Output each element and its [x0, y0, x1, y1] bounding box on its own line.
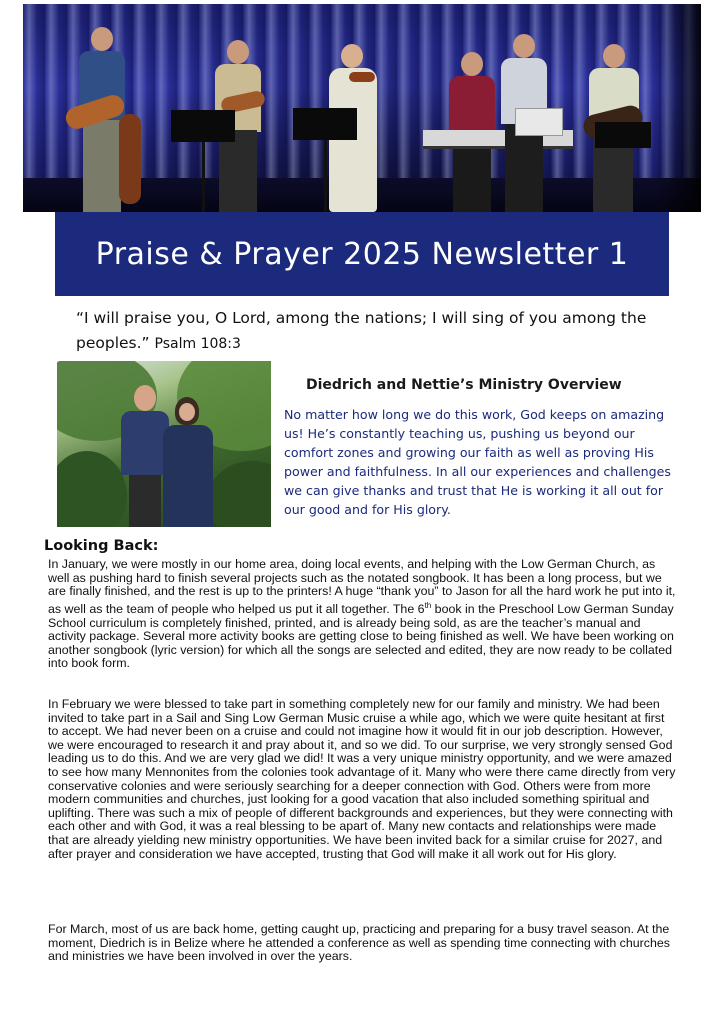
overview-title: Diedrich and Nettie’s Ministry Overview — [306, 377, 622, 393]
quote-text: “I will praise you, O Lord, among the nations; I will sing of you among the peoples.” — [76, 309, 647, 352]
superscript: th — [424, 600, 432, 610]
scripture-quote — [76, 306, 666, 357]
band-stage-photo — [23, 4, 701, 212]
paragraph-text: book in the Preschool Low German Sunday School curriculum is completely finished, printed, and is already being sold, as are the teacher’s manual and activity package. Several more activity books are getting close to being finished as well. We have been working on another songbook (lyric version) for which all the songs are selected and edited, they are now ready to be collated into book form. — [48, 601, 674, 671]
overview-body: No matter how long we do this work, God keeps on amazing us! He’s constantly teaching us, pushing us beyond our comfort zones and growing our faith as well as proving His power and faithfulness. In all our experiences and challenges we can give thanks and trust that He is working it all out for our good and for His glory. — [284, 407, 671, 517]
paragraph-february: In February we were blessed to take part in something completely new for our family and ministry. We had been invited to take part in a Sail and Sing Low German Music cruise a while ago, which we were quite hesitant at first to accept. We had never been on a cruise and could not imagine how it would fit in our job description. However, we were encouraged to research it and pray about it, and so we did. To our surprise, we very strongly sensed God leading us to do this. And we are very glad we did! It was a very unique ministry opportunity, and we were amazed to see how many Mennonites from the colonies took advantage of it. Many who were there came directly from very conservative colonies and were seriously searching for a deeper connection with God. Others were from more modern communities and churches, just looking for a good vacation that also included something spiritual and uplifting. There was such a mix of people of different backgrounds and experiences, but they were connecting with each other and with God, it was a real blessing to be apart of. Many new contacts and relationships were made that are already yielding new ministry opportunities. We have been invited back for a similar cruise for 2027, and after prayer and consideration we have accepted, trusting that God will make it all work out for His glory. — [48, 697, 676, 861]
looking-back-heading: Looking Back: — [44, 538, 159, 554]
music-stand-1 — [171, 110, 235, 142]
shrub — [207, 461, 271, 527]
paragraph-text: In January, we were mostly in our home area, doing local events, and helping with the Low German Church, as well as pushing hard to finish several projects such as the notated songbook. It has been a long process, but we are finally finished, and the rest is up to the printers! A huge “thank you” to Jason for all the hard work he put into it, as well as the team of people who helped us put it all together. The 6 — [48, 557, 676, 616]
music-stand-3 — [595, 122, 651, 148]
woman — [163, 397, 213, 527]
music-stand-pole-1 — [202, 142, 205, 212]
shrub — [57, 451, 127, 527]
music-stand-2 — [293, 108, 357, 140]
double-bass — [119, 114, 141, 204]
laptop — [515, 108, 563, 136]
stage-shadow — [657, 4, 701, 212]
man — [121, 385, 169, 527]
quote-reference: Psalm 108:3 — [154, 336, 241, 352]
newsletter-title: Praise & Prayer 2025 Newsletter 1 — [95, 236, 629, 272]
newsletter-banner — [55, 212, 669, 296]
couple-photo — [57, 361, 271, 527]
music-stand-pole-2 — [324, 140, 327, 212]
paragraph-march: For March, most of us are back home, getting caught up, practicing and preparing for a busy travel season. At the moment, Diedrich is in Belize where he attended a conference as well as spending time connecting with churches and ministries we have been involved in over the years. — [48, 922, 670, 964]
paragraph-january — [48, 558, 678, 671]
